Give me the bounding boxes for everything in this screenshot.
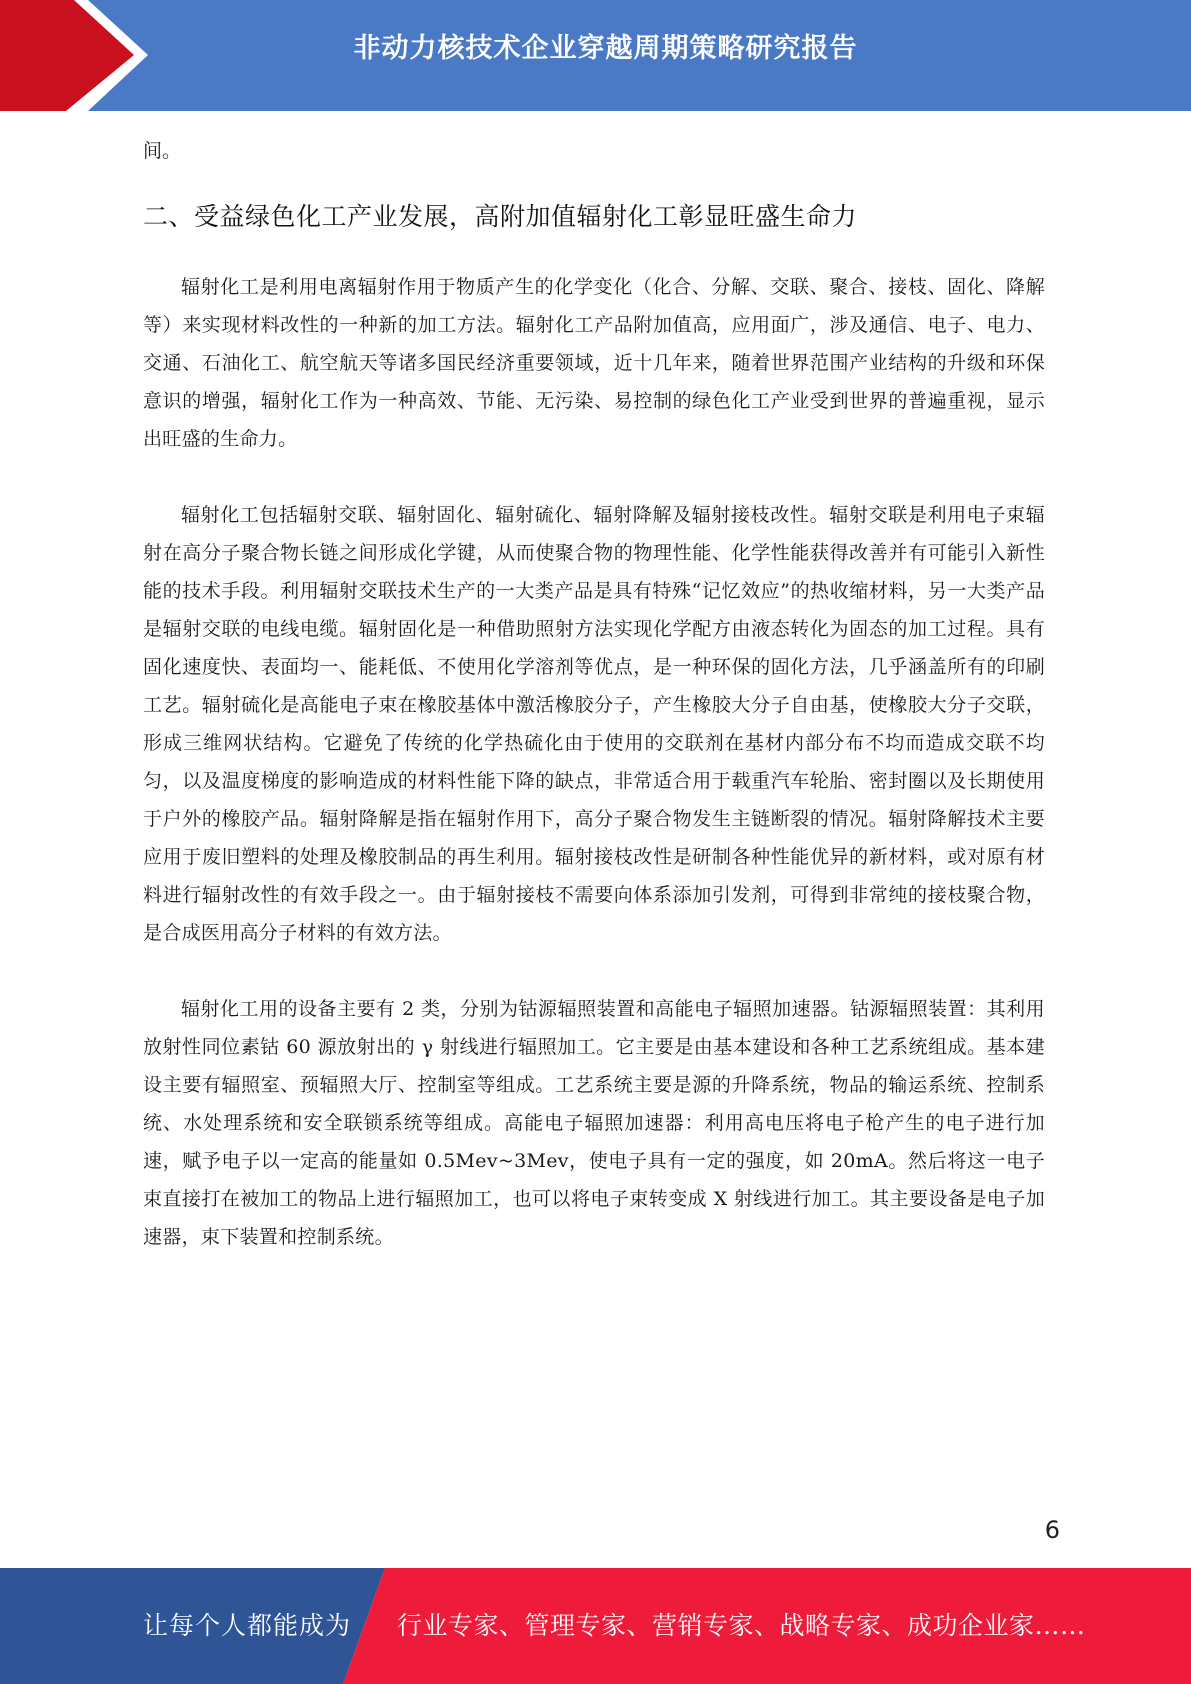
report-title: 非动力核技术企业穿越周期策略研究报告 [353, 33, 858, 64]
paragraph-equipment: 辐射化工用的设备主要有 2 类，分别为钴源辐照装置和高能电子辐照加速器。钴源辐照装置：其利用放射性同位素钴 60 源放射出的 γ 射线进行辐照加工。它主要是由基本建设和各种工艺系统组成。基本建设主要有辐照室、预辐照大厅、控制室等组成。工艺系统主要是源的升降系统，物品的输运系统、控制系统、水处理系统和安全联锁系统等组成。高能电子辐照加速器：利用高电压将电子枪产生的电子进行加速，赋予电子以一定高的能量如 0.5Mev~3Mev，使电子具有一定的强度，如 20mA。然后将这一电子束直接打在被加工的物品上进行辐照加工，也可以将电子束转变成 X 射线进行加工。其主要设备是电子加速器，束下装置和控制系统。 [143, 998, 1045, 1248]
continuation-text: 间。 [143, 140, 182, 162]
page-header [0, 0, 1191, 111]
section-heading: 二、受益绿色化工产业发展，高附加值辐射化工彰显旺盛生命力 [143, 202, 858, 231]
page-number: 6 [1044, 1516, 1060, 1544]
page-content [143, 132, 1045, 1294]
footer-slogan-left: 让每个人都能成为 [143, 1611, 352, 1640]
paragraph-radiation-processes: 辐射化工包括辐射交联、辐射固化、辐射硫化、辐射降解及辐射接枝改性。辐射交联是利用电子束辐射在高分子聚合物长链之间形成化学键，从而使聚合物的物理性能、化学性能获得改善并有可能引入新性能的技术手段。利用辐射交联技术生产的一大类产品是具有特殊“记忆效应”的热收缩材料，另一大类产品是辐射交联的电线电缆。辐射固化是一种借助照射方法实现化学配方由液态转化为固态的加工过程。具有固化速度快、表面均一、能耗低、不使用化学溶剂等优点，是一种环保的固化方法，几乎涵盖所有的印刷工艺。辐射硫化是高能电子束在橡胶基体中激活橡胶分子，产生橡胶大分子自由基，使橡胶大分子交联，形成三维网状结构。它避免了传统的化学热硫化由于使用的交联剂在基材内部分布不均而造成交联不均匀，以及温度梯度的影响造成的材料性能下降的缺点，非常适合用于载重汽车轮胎、密封圈以及长期使用于户外的橡胶产品。辐射降解是指在辐射作用下，高分子聚合物发生主链断裂的情况。辐射降解技术主要应用于废旧塑料的处理及橡胶制品的再生利用。辐射接枝改性是研制各种性能优异的新材料，或对原有材料进行辐射改性的有效手段之一。由于辐射接枝不需要向体系添加引发剂，可得到非常纯的接枝聚合物，是合成医用高分子材料的有效方法。 [143, 504, 1045, 944]
paragraph-radiation-chemistry-intro: 辐射化工是利用电离辐射作用于物质产生的化学变化（化合、分解、交联、聚合、接枝、固化、降解等）来实现材料改性的一种新的加工方法。辐射化工产品附加值高，应用面广，涉及通信、电子、电力、交通、石油化工、航空航天等诸多国民经济重要领域，近十几年来，随着世界范围产业结构的升级和环保意识的增强，辐射化工作为一种高效、节能、无污染、易控制的绿色化工产业受到世界的普遍重视，显示出旺盛的生命力。 [143, 276, 1045, 450]
footer-slogan-right: 行业专家、管理专家、营销专家、战略专家、成功企业家…… [397, 1611, 1086, 1640]
page-footer [0, 1568, 1191, 1684]
